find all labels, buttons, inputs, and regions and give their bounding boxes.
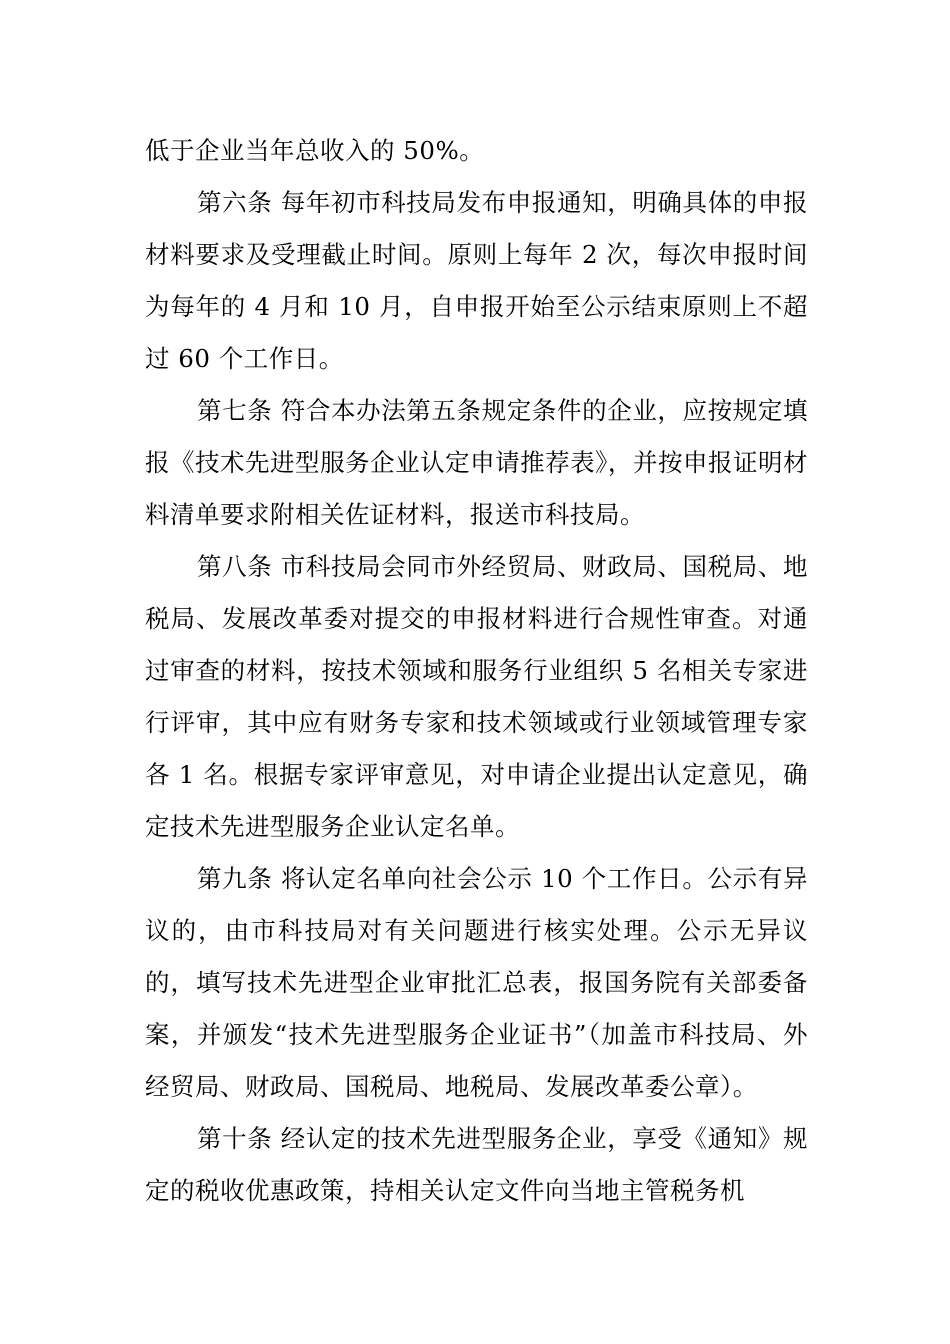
paragraph-article-9: 第九条 将认定名单向社会公示 10 个工作日。公示有异议的，由市科技局对有关问题进行核实处理。公示无异议的，填写技术先进型企业审批汇总表，报国务院有关部委备案，并颁发“技术先进型服务企业证书”（加盖市科技局、外经贸局、财政局、国税局、地税局、发展改革委公章）。 bbox=[145, 864, 808, 1101]
paragraph-article-8: 第八条 市科技局会同市外经贸局、财政局、国税局、地税局、发展改革委对提交的申报材料进行合规性审查。对通过审查的材料，按技术领域和服务行业组织 5 名相关专家进行评审，其中应有财务专家和技术领域或行业领域管理专家各 1 名。根据专家评审意见，对申请企业提出认定意见，确定技术先进型服务企业认定名单。 bbox=[145, 552, 808, 841]
paragraph-article-10: 第十条 经认定的技术先进型服务企业，享受《通知》规定的税收优惠政策，持相关认定文件向当地主管税务机 bbox=[145, 1124, 808, 1205]
paragraph-article-6: 第六条 每年初市科技局发布申报通知，明确具体的申报材料要求及受理截止时间。原则上每年 2 次，每次申报时间为每年的 4 月和 10 月，自申报开始至公示结束原则上不超过 60 个工作日。 bbox=[145, 188, 808, 373]
paragraph-article-7: 第七条 符合本办法第五条规定条件的企业，应按规定填报《技术先进型服务企业认定申请推荐表》，并按申报证明材料清单要求附相关佐证材料，报送市科技局。 bbox=[145, 396, 808, 529]
document-body bbox=[145, 125, 808, 1217]
paragraph-continuation: 低于企业当年总收入的 50%。 bbox=[145, 136, 485, 165]
